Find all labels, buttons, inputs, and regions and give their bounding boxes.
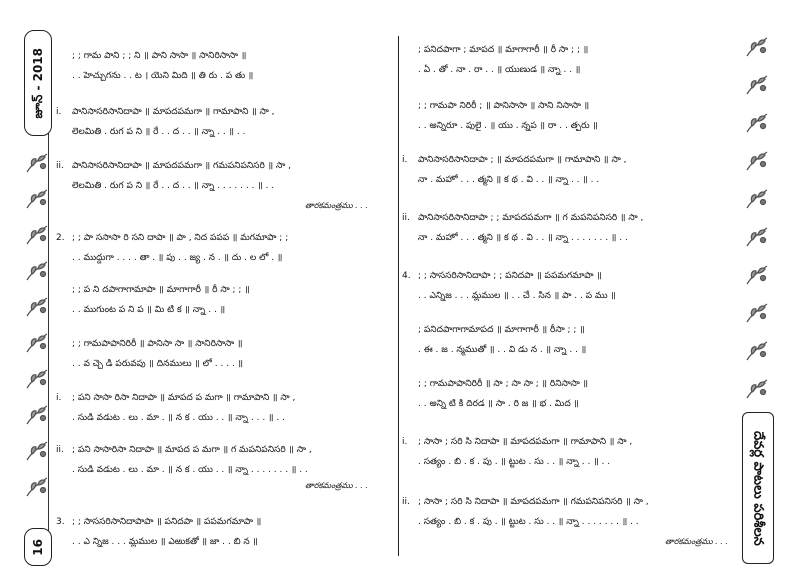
- floral-ornament-icon: [24, 366, 50, 392]
- left-notation-line: . . ఎ న్నిజ . . . మ్లముల ॥ ఎఱుకతో ॥ జా . . బి న ॥: [72, 537, 258, 547]
- header-tab: [24, 30, 52, 136]
- right-notation-line: పానిసాసరిసానిదాపా ; ॥ మాపదపమగా ॥ గామాపాని ॥ సా ,: [418, 155, 627, 165]
- section-footer: తారకమంత్రము . . .: [665, 537, 728, 546]
- left-line-number: i.: [56, 107, 62, 117]
- floral-ornament-icon: [744, 376, 770, 402]
- left-notation-line: ; ; సాససరిసానిదాపాపా ॥ పనిదపా ॥ పపమగమాపా ॥: [72, 517, 262, 527]
- floral-ornament-icon: [744, 262, 770, 288]
- left-notation-line: . . వ చ్చె డి పరువపు ॥ దినములు ॥ లో . . . . ॥: [72, 359, 244, 369]
- left-notation-line: ; ; గామపాపానిరిరీ ॥ పానిసా సా ॥ సానిరిసాసా ॥: [72, 339, 243, 349]
- right-notation-line: పానిసాసరిసానిదాపా ; ; మాపదపమగా ॥ గ మపనిపనిసరి ॥ సా ,: [418, 213, 644, 223]
- right-notation-line: . సత్యం . బి . క . పు . ॥ ట్టుట . సు . . ॥ న్నా . . ॥ . .: [418, 457, 611, 467]
- section-footer: తారకమంత్రము . . .: [305, 481, 368, 490]
- right-line-number: 4.: [402, 271, 411, 281]
- side-title: దేవర్ల పాటలు పరిశీలన: [750, 430, 766, 546]
- left-notation-line: . సుడి వడుట . లు . మా . ॥ న క . యు . . ॥ న్నా . . . . . . . ॥ . .: [72, 465, 308, 475]
- right-notation-line: . సత్యం . బి . క . పు . ॥ ట్టుట . సు . . ॥ న్నా . . . . . . . ॥ . .: [418, 517, 639, 527]
- floral-ornament-icon: [24, 222, 50, 248]
- floral-ornament-icon: [744, 110, 770, 136]
- floral-ornament-icon: [24, 186, 50, 212]
- right-notation-line: ; పనిదపాగా ; మాపద ॥ మాగాగారీ ॥ రీ సా ; ; ॥: [418, 45, 589, 55]
- page-gutter: [398, 36, 399, 556]
- left-notation-line: లెలమితి . రుగ ప ని ॥ రే . . ద . . ॥ న్నా . . ॥ . .: [72, 127, 246, 137]
- left-line-number: ii.: [56, 161, 64, 171]
- right-line-number: ii.: [402, 497, 410, 507]
- left-line-number: 3.: [56, 517, 65, 527]
- right-notation-line: . . ఎన్నిజ . . . మ్లముల ॥ . . చే . సిన ॥ పా . . ప ము ॥: [418, 291, 616, 301]
- floral-ornament-icon: [24, 330, 50, 356]
- left-notation-line: ; ; ప ని దపాగాగామాపా ॥ మాగాగారీ ॥ రీ సా ; ; ॥: [72, 285, 250, 295]
- right-notation-line: ; ; గామపా నిరిరీ ; ॥ పానిసాసా ॥ సాని నిసాసా ॥: [418, 101, 590, 111]
- floral-ornament-icon: [744, 148, 770, 174]
- right-notation-line: ; ; గామపాపానిరిరీ ॥ సా ; సా సా ; ॥ రినిసాసా ॥: [418, 379, 589, 389]
- left-notation-line: . . ముద్దుగా . . . . తా . ॥ పు . . జ్య . న . ॥ దు . ల లో . ॥: [72, 253, 283, 263]
- left-notation-line: . . హెచ్చుగను . . ట । యెని మిది ॥ తి రు . ప తు ॥: [72, 71, 254, 81]
- right-notation-line: ; ; సాససరిసానిదాపా ; ; పనిదపా ॥ పపమగమాపా ॥: [418, 271, 602, 281]
- side-title-tab: [742, 412, 774, 564]
- page-number: 16: [31, 538, 45, 556]
- right-notation-line: . . అన్నిరూ . పులై . ॥ యు . న్నప ॥ రా . . త్పరు ॥: [418, 121, 598, 131]
- right-line-number: i.: [402, 155, 408, 165]
- right-notation-line: . . అన్ని టి కి దిరడ ॥ సా . రి జ ॥ భ . మిద ॥: [418, 399, 579, 409]
- floral-ornament-icon: [24, 438, 50, 464]
- floral-ornament-icon: [744, 72, 770, 98]
- floral-ornament-icon: [24, 150, 50, 176]
- left-notation-line: ; పని సాసా రిసా నిదాపా ॥ మాపద ప మగా ॥ గామాపాని ॥ సా ,: [72, 393, 296, 403]
- right-notation-line: ; సాసా ; సరి సి నిదాపా ॥ మాపదపమగా ॥ గామాపాని ॥ సా ,: [418, 437, 633, 447]
- floral-ornament-icon: [24, 294, 50, 320]
- left-notation-line: . సుడి వడుట . లు . మా . ॥ న క . యు . . ॥ న్నా . . . ॥ . .: [72, 413, 285, 423]
- floral-ornament-icon: [744, 338, 770, 364]
- floral-ornament-icon: [744, 224, 770, 250]
- right-notation-line: . ఈ . జ . న్మముతో ॥ . . వి డు న . ॥ న్నా . . ॥: [418, 345, 587, 355]
- right-notation-line: నా . మహో . . . త్మని ॥ క థ . వి . . ॥ న్నా . . . . . . . ॥ . .: [418, 233, 628, 243]
- left-line-number: 2.: [56, 233, 65, 243]
- floral-ornament-icon: [744, 186, 770, 212]
- floral-ornament-icon: [24, 402, 50, 428]
- left-line-number: i.: [56, 393, 62, 403]
- section-footer: తారకమంత్రము . . .: [305, 201, 368, 210]
- left-notation-line: పానిసాసరిసానిదాపా ॥ మాపదపమగా ॥ గమపనిపనిసరి ॥ సా ,: [72, 161, 291, 171]
- right-notation-line: . ఏ . తో . నా . రా . . ॥ యుణుడ ॥ న్నా . . ॥: [418, 65, 581, 75]
- header-tab-text: జూన్ - 2018: [31, 47, 45, 119]
- left-notation-line: లెలమితి . రుగ ప ని ॥ రే . . ద . . ॥ న్నా . . . . . . . ॥ . .: [72, 181, 275, 191]
- right-line-number: i.: [402, 437, 408, 447]
- left-notation-line: ; పని సాసారిసా నిదాపా ॥ మాపద ప మగా ॥ గ మపనిపనిసరి ॥ సా ,: [72, 445, 312, 455]
- left-notation-line: పానిసాసరిసానిదాపా ॥ మాపదపమగా ॥ గామాపాని ॥ సా ,: [72, 107, 275, 117]
- left-notation-line: ; ; పా ససాసా రి సని దాపా ॥ పా , నిద పపప ॥ మగమాపా ; ;: [72, 233, 289, 243]
- floral-ornament-icon: [24, 258, 50, 284]
- right-line-number: ii.: [402, 213, 410, 223]
- page-number-tab: [24, 528, 52, 566]
- floral-ornament-icon: [744, 34, 770, 60]
- left-notation-line: ; ; గామ పాని ; ; ని ॥ పాని సాసా ॥ సానిరిసాసా ॥: [72, 51, 247, 61]
- left-line-number: ii.: [56, 445, 64, 455]
- floral-ornament-icon: [24, 474, 50, 500]
- right-notation-line: ; పనిదపాగాగామాపద ॥ మాగాగారీ ॥ రీసా ; ; ॥: [418, 325, 585, 335]
- right-notation-line: ; సాసా ; సరి సి నిదాపా ॥ మాపదపమగా ॥ గమపనిపనిసరి ॥ సా ,: [418, 497, 649, 507]
- left-notation-line: . . ముగుంట ప ని ప ॥ మి టి క ॥ న్నా . . ॥: [72, 305, 226, 315]
- right-notation-line: నా . మహో . . . త్మని ॥ క థ . వి . . ॥ న్నా . . ॥ . .: [418, 175, 600, 185]
- floral-ornament-icon: [744, 300, 770, 326]
